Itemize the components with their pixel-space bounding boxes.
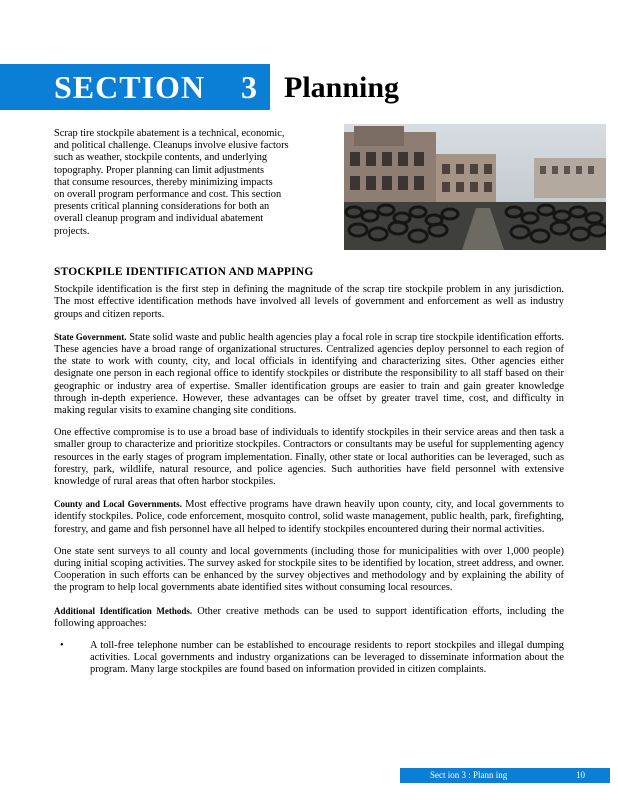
paragraph-surveys: One state sent surveys to all county and local governments (including those for municipalities with over 1,000 people) during initial scoping activities. The survey asked for stockpile sites to be identified by location, street address, and owner. Cooperation in such efforts can be enhanced by the survey objectives and methodology and by explaining the ability of the program to help local governments abate identified sites without consuming local resources. <box>54 545 564 594</box>
footer-section-label: Sect ion 3 : Plann ing <box>430 770 508 780</box>
paragraph-stockpile-identification: Stockpile identification is the first step in defining the magnitude of the scrap tire stockpile problem in any jurisdiction. The most effective identification methods have involved all levels of government and enforcement as well as industry groups and citizen reports. <box>54 284 564 320</box>
intro-line: presents critical planning considerations for both an <box>54 201 270 213</box>
paragraph-compromise: One effective compromise is to use a broad base of individuals to identify stockpiles in their service areas and then task a smaller group to characterize and prioritize stockpiles. Contractors or consultants may be useful for supplementing agency resources in the early stages of program implementation. Finally, other state or local authorities can be leveraged, such as forestry, park, wildlife, natural resource, and police agencies. Such authorities have field personnel with extensive knowledge of rural areas that often harbor stockpiles. <box>54 427 564 488</box>
runin-heading-county-local: County and Local Governments. <box>54 499 182 510</box>
paragraph-state-government <box>54 331 564 417</box>
paragraph-text: Other creative methods can be used to support identification efforts, including the following approaches: <box>54 605 564 629</box>
paragraph-text: State solid waste and public health agencies play a focal role in scrap tire stockpile identification efforts. These agencies have a broad range of organizational structures. Centralized agencies deploy personnel to each region of the state to work with county, city, and local officials in identifying and characterizing sites. Other agencies either designate one person in each regional office to identify stockpiles or distribute the responsibility to all staff based on their geographic or industry area of expertise. Smaller identification groups are easier to train and gain greater knowledge through in-depth experience. However, these advantages can be offset by greater travel time, cost, and difficulty in making regular visits to examine changing site conditions. <box>54 331 564 417</box>
intro-line: that consume resources, thereby minimizing impacts <box>54 176 273 188</box>
section-number: SECTION 3 <box>54 69 259 105</box>
list-item-text: A toll-free telephone number can be established to encourage residents to report stockpiles and illegal dumping activities. Local governments and industry organizations can be leveraged to disseminate information about the program. Many large stockpiles are found based on information provided in citizen complaints. <box>90 640 564 676</box>
paragraph-text: Most effective programs have drawn heavily upon county, city, and local governments to identify stockpiles. Police, code enforcement, mosquito control, solid waste management, public health, park, firefighting, forestry, and game and fish personnel have all helped to identify stockpiles encountered during their normal activities. <box>54 499 564 535</box>
approaches-list <box>54 640 564 677</box>
list-item <box>54 640 564 677</box>
intro-line: overall cleanup program and individual abatement <box>54 213 264 225</box>
main-body <box>54 266 564 677</box>
intro-line: on overall program performance and cost. This section <box>54 189 282 201</box>
intro-line: Scrap tire stockpile abatement is a technical, economic, <box>54 128 285 139</box>
section-title: Planning <box>284 71 400 104</box>
paragraph-additional-methods <box>54 605 564 630</box>
intro-line: projects. <box>54 225 90 237</box>
paragraph-county-local <box>54 498 564 536</box>
photo-illustration <box>344 124 606 250</box>
runin-heading-state-government: State Government. <box>54 331 127 342</box>
intro-line: and political challenge. Cleanups involve elusive factors <box>54 140 289 152</box>
intro-line: topography. Proper planning can limit adjustments <box>54 164 264 176</box>
intro-paragraph <box>54 128 338 238</box>
abandoned-factory-tire-pile-photo <box>344 124 606 250</box>
intro-line: such as weather, stockpile contents, and underlying <box>54 152 268 164</box>
page-number: 10 <box>576 770 585 780</box>
bullet-icon: • <box>60 640 64 652</box>
runin-heading-additional-methods: Additional Identification Methods. <box>54 605 193 616</box>
section-heading: STOCKPILE IDENTIFICATION AND MAPPING <box>54 266 314 278</box>
